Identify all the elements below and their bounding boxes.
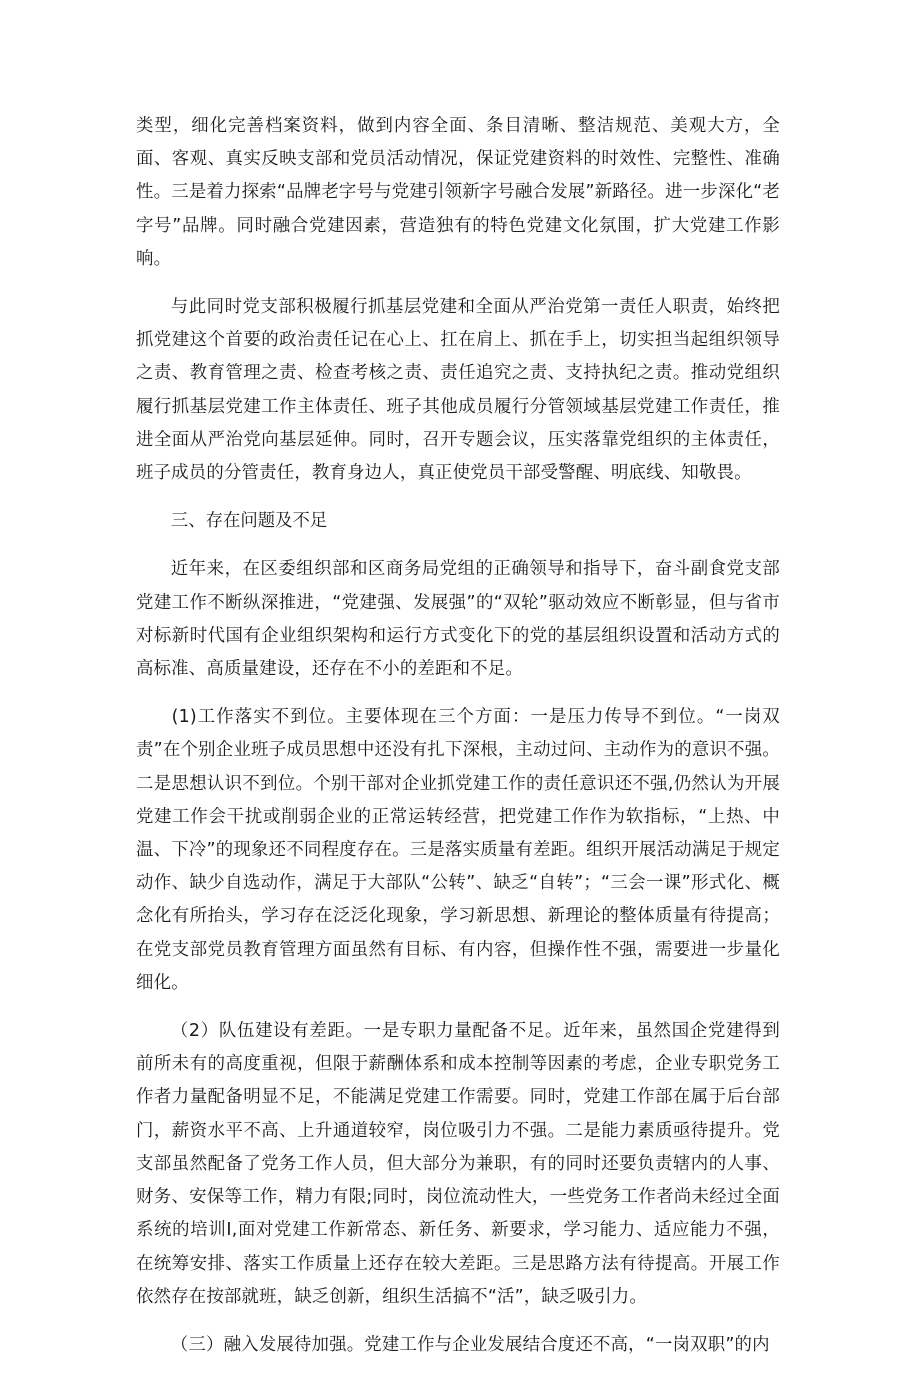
paragraph-responsibility: 与此同时党支部积极履行抓基层党建和全面从严治党第一责任人职责，始终把抓党建这个首要的政治责任记在心上、扛在肩上、抓在手上，切实担当起组织领导之责、教育管理之责、检查考核之责、责任追究之责、支持执纪之责。推动党组织履行抓基层党建工作主体责任、班子其他成员履行分管领域基层党建工作责任，推进全面从严治党向基层延伸。同时，召开专题会议，压实落靠党组织的主体责任，班子成员的分管责任，教育身边人，真正使党员干部受警醒、明底线、知敬畏。 (136, 297, 780, 484)
document-body (136, 110, 780, 1377)
paragraph-archive-continuation: 类型，细化完善档案资料，做到内容全面、条目清晰、整洁规范、美观大方，全面、客观、真实反映支部和党员活动情况，保证党建资料的时效性、完整性、准确性。三是着力探索“品牌老字号与党建引领新字号融合发展”新路径。进一步深化“老字号”品牌。同时融合党建因素，营造独有的特色党建文化氛围，扩大党建工作影响。 (136, 116, 780, 269)
paragraph-item-2: （2）队伍建设有差距。一是专职力量配备不足。近年来，虽然国企党建得到前所未有的高度重视，但限于薪酬体系和成本控制等因素的考虑，企业专职党务工作者力量配备明显不足，不能满足党建工作需要。同时，党建工作部在属于后台部门，薪资水平不高、上升通道较窄，岗位吸引力不强。二是能力素质亟待提升。党支部虽然配备了党务工作人员，但大部分为兼职，有的同时还要负责辖内的人事、财务、安保等工作，精力有限;同时，岗位流动性大，一些党务工作者尚未经过全面系统的培训I,面对党建工作新常态、新任务、新要求，学习能力、适应能力不强，在统筹安排、落实工作质量上还存在较大差距。三是思路方法有待提高。开展工作依然存在按部就班，缺乏创新，组织生活搞不“活”，缺乏吸引力。 (136, 1021, 780, 1307)
paragraph-item-3: （三）融入发展待加强。党建工作与企业发展结合度还不高，“一岗双职”的内 (170, 1334, 770, 1355)
section-heading-problems: 三、存在问题及不足 (170, 511, 328, 532)
paragraph-overview: 近年来，在区委组织部和区商务局党组的正确领导和指导下，奋斗副食党支部党建工作不断纵深推进，“党建强、发展强”的“双轮”驱动效应不断彰显，但与省市对标新时代国有企业组织架构和运行方式变化下的党的基层组织设置和活动方式的高标准、高质量建设，还存在不小的差距和不足。 (136, 559, 780, 680)
paragraph-item-1: (1)工作落实不到位。主要体现在三个方面：一是压力传导不到位。“一岗双责”在个别企业班子成员思想中还没有扎下深根，主动过问、主动作为的意识不强。二是思想认识不到位。个别干部对企业抓党建工作的责任意识还不强,仍然认为开展党建工作会干扰或削弱企业的正常运转经营，把党建工作作为软指标，“上热、中温、下冷”的现象还不同程度存在。三是落实质量有差距。组织开展活动满足于规定动作、缺少自选动作，满足于大部队“公转”、缺乏“自转”；“三会一课”形式化、概念化有所抬头，学习存在泛泛化现象，学习新思想、新理论的整体质量有待提高；在党支部党员教育管理方面虽然有目标、有内容，但操作性不强，需要进一步量化细化。 (136, 707, 780, 993)
